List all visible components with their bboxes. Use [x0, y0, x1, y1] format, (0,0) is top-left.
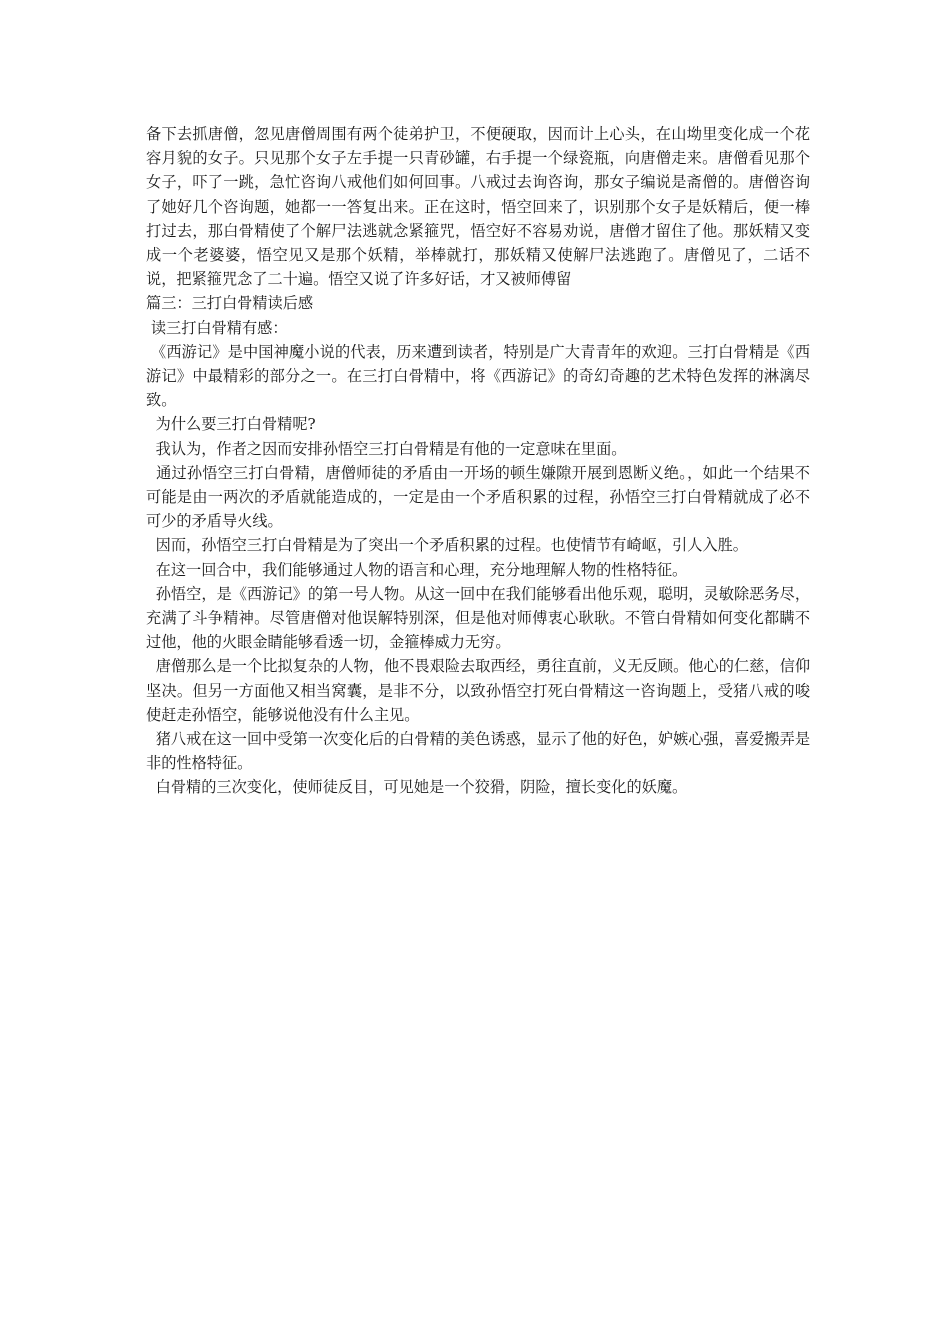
paragraph-purpose: 因而，孙悟空三打白骨精是为了突出一个矛盾积累的过程。也使情节有崎岖，引人入胜。: [146, 536, 748, 555]
paragraph-bai-gu-jing: 白骨精的三次变化，使师徒反目，可见她是一个狡猾，阴险，擅长变化的妖魔。: [146, 778, 688, 797]
paragraph-intro: 《西游记》是中国神魔小说的代表，历来遭到读者，特别是广大青青年的欢迎。三打白骨精是《西游记》中最精彩的部分之一。在三打白骨精中，将《西游记》的奇幻奇趣的艺术特色发挥的淋漓尽致。: [146, 342, 811, 410]
section-heading: 篇三：三打白骨精读后感: [146, 294, 314, 313]
paragraph-characters-intro: 在这一回合中，我们能够通过人物的语言和心理，充分地理解人物的性格特征。: [146, 560, 688, 579]
paragraph-opinion: 我认为，作者之因而安排孙悟空三打白骨精是有他的一定意味在里面。: [146, 439, 627, 458]
paragraph-sun-wukong: 孙悟空，是《西游记》的第一号人物。从这一回中在我们能够看出他乐观，聪明，灵敏除恶务尽，充满了斗争精神。尽管唐僧对他误解特别深，但是他对师傅衷心耿耿。不管白骨精如何变化都瞒不过他，他的火眼金睛能够看透一切，金箍棒威力无穷。: [146, 584, 811, 652]
paragraph-question: 为什么要三打白骨精呢?: [146, 415, 316, 434]
document-body: [146, 122, 810, 800]
paragraph-story-continuation: 备下去抓唐僧，忽见唐僧周围有两个徒弟护卫，不便硬取，因而计上心头，在山坳里变化成一个花容月貌的女子。只见那个女子左手提一只青砂罐，右手提一个绿瓷瓶，向唐僧走来。唐僧看见那个女子，吓了一跳，急忙咨询八戒他们如何回事。八戒过去询咨询，那女子编说是斋僧的。唐僧咨询了她好几个咨询题，她都一一答复出来。正在这时，悟空回来了，识别那个女子是妖精后，便一棒打过去，那白骨精使了个解尸法逃就念紧箍咒，悟空好不容易劝说，唐僧才留住了他。那妖精又变成一个老婆婆，悟空见又是那个妖精，举棒就打，那妖精又使解尸法逃跑了。唐僧见了，二话不说，把紧箍咒念了二十遍。悟空又说了许多好话，才又被师傅留: [146, 125, 810, 289]
paragraph-tang-seng: 唐僧那么是一个比拟复杂的人物，他不畏艰险去取西经，勇往直前，义无反顾。他心的仁慈，信仰坚决。但另一方面他又相当窝囊，是非不分，以致孙悟空打死白骨精这一咨询题上，受猪八戒的唆使赶走孙悟空，能够说他没有什么主见。: [146, 657, 811, 724]
essay-title: 读三打白骨精有感：: [146, 318, 288, 337]
paragraph-zhu-bajie: 猪八戒在这一回中受第一次变化后的白骨精的美色诱惑，显示了他的好色，妒嫉心强，喜爱搬弄是非的性格特征。: [146, 730, 811, 773]
paragraph-conflict: 通过孙悟空三打白骨精，唐僧师徒的矛盾由一开场的顿生嫌隙开展到恩断义绝。，如此一个结果不可能是由一两次的矛盾就能造成的，一定是由一个矛盾积累的过程，孙悟空三打白骨精就成了必不可少的矛盾导火线。: [146, 463, 810, 531]
